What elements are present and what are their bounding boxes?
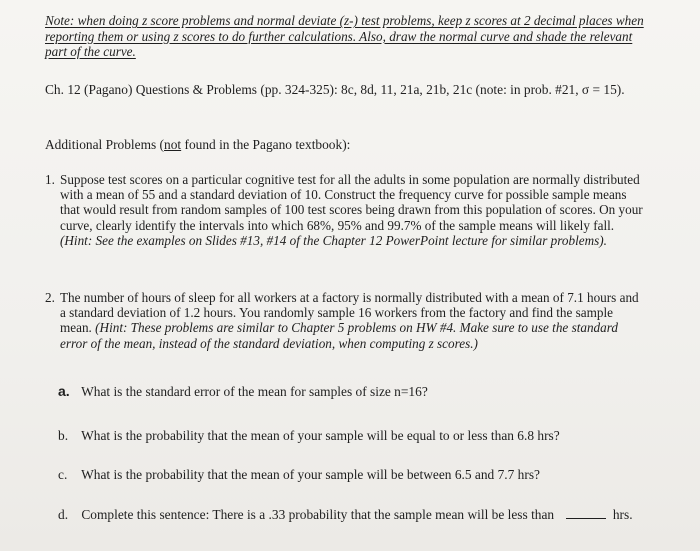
problem-text: Suppose test scores on a particular cognitive test for all the adults in some population are normally distributed with a mean of 55 and a standard deviation of 10. Construct the frequency curve for possible sample means that would result from random samples of 100 test scores being drawn from this population of scores. On your curve, clearly identify the intervals into which 68%, 95% and 99.7% of the sample means will likely fall. bbox=[60, 172, 643, 233]
problem-hint: (Hint: These problems are similar to Chapter 5 problems on HW #4. Make sure to use the standard error of the mean, instead of the standard deviation, when computing z scores.) bbox=[60, 320, 618, 351]
subquestion-c bbox=[58, 467, 540, 483]
subquestion-letter: a. bbox=[58, 383, 70, 399]
problem-2 bbox=[45, 290, 665, 360]
problem-body bbox=[60, 290, 645, 351]
chapter-assignment: Ch. 12 (Pagano) Questions & Problems (pp. 324-325): 8c, 8d, 11, 21a, 21b, 21c (note: in prob. #21, σ = 15). bbox=[45, 82, 625, 97]
subquestion-letter: c. bbox=[58, 467, 68, 482]
additional-heading-prefix: Additional Problems ( bbox=[45, 137, 165, 152]
problem-text: The number of hours of sleep for all workers at a factory is normally distributed with a mean of 7.1 hours and a standard deviation of 1.2 hours. You randomly sample 16 workers from the factory and find the sample mean. bbox=[60, 290, 639, 336]
subquestion-text: What is the standard error of the mean for samples of size n=16? bbox=[81, 384, 428, 399]
answer-blank[interactable] bbox=[566, 508, 606, 519]
problem-number: 2. bbox=[45, 290, 55, 305]
subquestion-letter: d. bbox=[58, 507, 69, 522]
subquestion-d bbox=[58, 507, 633, 523]
problem-hint: (Hint: See the examples on Slides #13, #14 of the Chapter 12 PowerPoint lecture for similar problems). bbox=[60, 232, 607, 248]
problem-body bbox=[60, 172, 645, 248]
problem-1 bbox=[45, 172, 665, 277]
subquestion-text: What is the probability that the mean of your sample will be between 6.5 and 7.7 hrs? bbox=[81, 467, 540, 482]
instructions-note: Note: when doing z score problems and normal deviate (z-) test problems, keep z scores at 2 decimal places when reporting them or using z scores to do further calculations. Also, draw the normal curve and shade the relevant part of the curve. bbox=[45, 13, 644, 59]
additional-heading-not: not bbox=[164, 137, 182, 152]
subquestion-b bbox=[58, 428, 560, 444]
subquestion-text: Complete this sentence: There is a .33 probability that the sample mean will be less than bbox=[81, 507, 555, 522]
additional-problems-heading bbox=[45, 137, 350, 153]
problem-number: 1. bbox=[45, 172, 55, 187]
subquestion-unit: hrs. bbox=[612, 507, 633, 522]
subquestion-text: What is the probability that the mean of your sample will be equal to or less than 6.8 hrs? bbox=[81, 428, 560, 443]
subquestion-a bbox=[58, 383, 428, 400]
subquestion-letter: b. bbox=[58, 428, 69, 443]
additional-heading-suffix: found in the Pagano textbook): bbox=[181, 137, 351, 152]
